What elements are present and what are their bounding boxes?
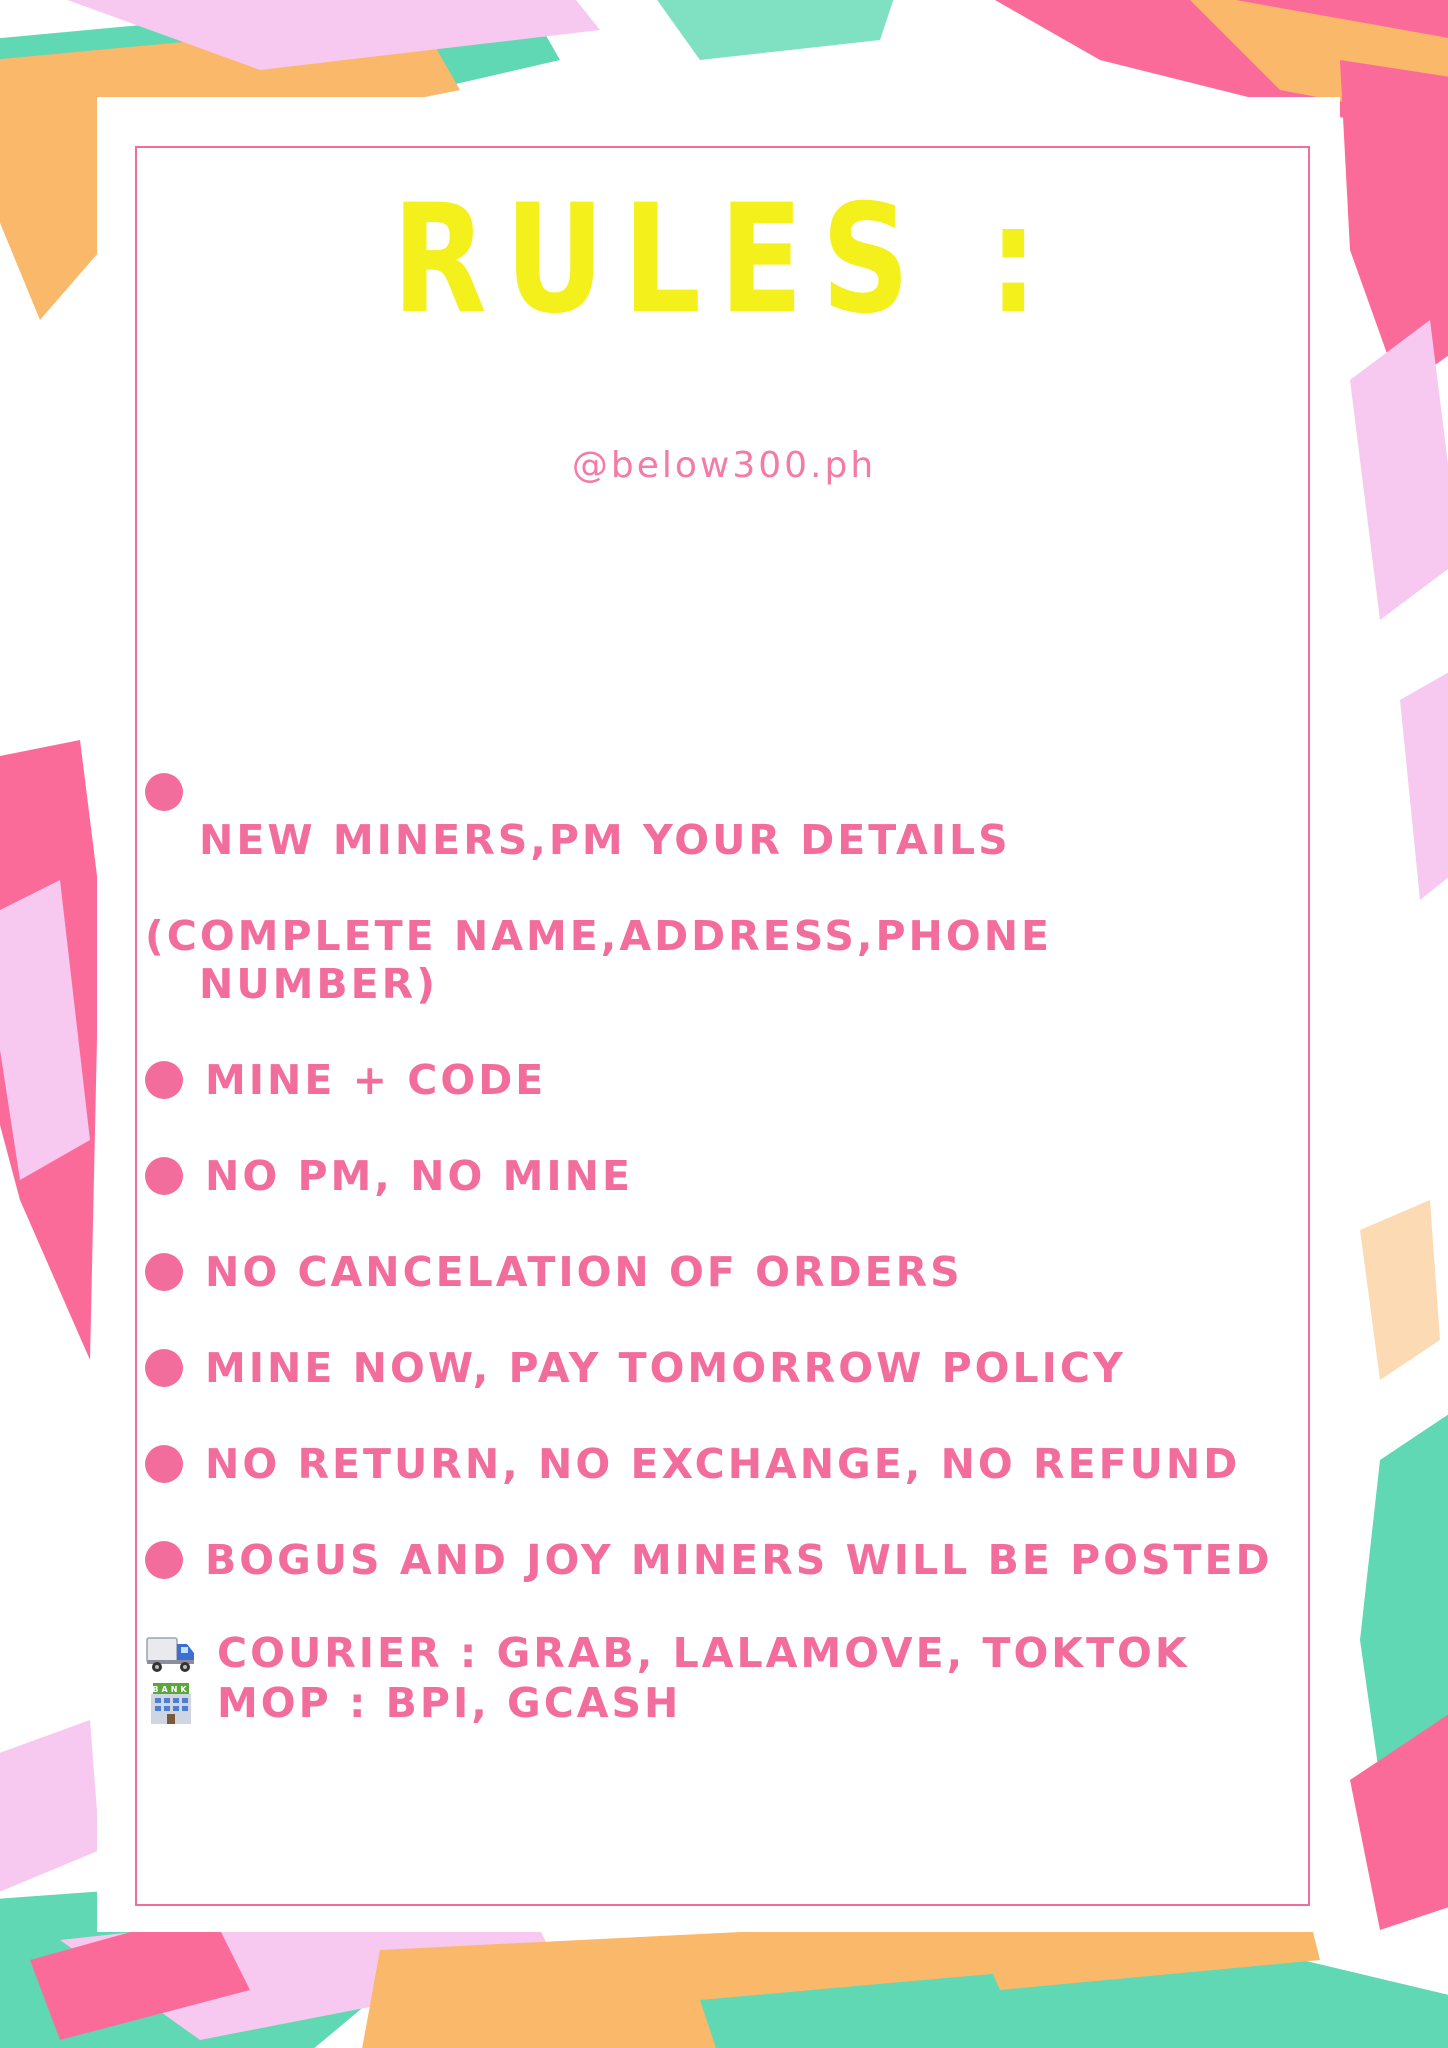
rule-text: BOGUS AND JOY MINERS WILL BE POSTED (205, 1536, 1273, 1584)
bullet-dot-icon (145, 1253, 183, 1291)
list-item (145, 1152, 1305, 1200)
rules-list (145, 768, 1305, 1632)
rule-text: NEW MINERS,PM YOUR DETAILS (199, 816, 1011, 864)
courier-text: COURIER : GRAB, LALAMOVE, TOKTOK (217, 1629, 1190, 1677)
paint-stroke (1360, 1400, 1448, 1780)
bullet-dot-icon (145, 1349, 183, 1387)
truck-icon (145, 1630, 197, 1676)
list-item (145, 1440, 1305, 1488)
rule-text: NO CANCELATION OF ORDERS (205, 1248, 963, 1296)
bullet-dot-icon (145, 1541, 183, 1579)
rule-text: MINE NOW, PAY TOMORROW POLICY (205, 1344, 1126, 1392)
account-handle: @below300.ph (571, 445, 877, 486)
bullet-dot-icon (145, 1445, 183, 1483)
bank-icon-label: BANK (152, 1685, 190, 1694)
list-item (145, 1056, 1305, 1104)
rule-text-continued: (COMPLETE NAME,ADDRESS,PHONE NUMBER) (145, 912, 1053, 1008)
page-title: RULES : (392, 173, 1056, 347)
paint-stroke (0, 1720, 100, 1900)
mop-text: MOP : BPI, GCASH (217, 1679, 682, 1727)
bank-icon (145, 1680, 197, 1726)
rule-text: MINE + CODE (205, 1056, 547, 1104)
bullet-dot-icon (145, 773, 183, 811)
list-item (145, 1248, 1305, 1296)
paint-stroke (650, 0, 900, 60)
bullet-dot-icon (145, 1157, 183, 1195)
list-item (145, 1536, 1305, 1584)
mop-line (145, 1678, 1305, 1728)
list-item (145, 1344, 1305, 1392)
rule-text: NO PM, NO MINE (205, 1152, 633, 1200)
shipping-payment-info (145, 1628, 1305, 1728)
paint-stroke (1400, 660, 1448, 900)
bullet-dot-icon (145, 1061, 183, 1099)
rule-text: NO RETURN, NO EXCHANGE, NO REFUND (205, 1440, 1241, 1488)
courier-line (145, 1628, 1305, 1678)
paint-stroke (1360, 1200, 1440, 1380)
list-item (145, 768, 1305, 1008)
